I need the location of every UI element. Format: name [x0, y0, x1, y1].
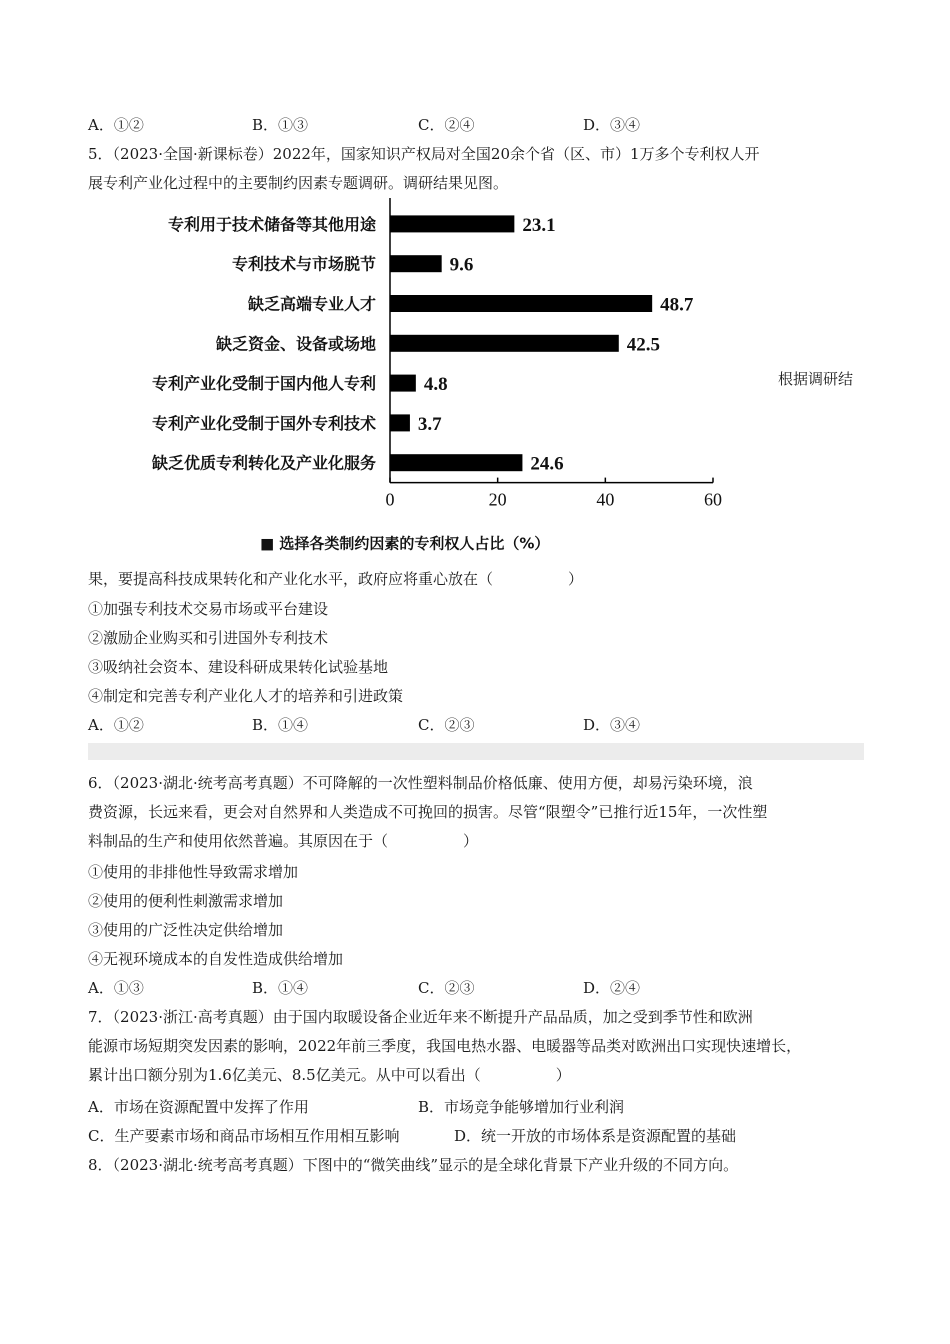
q5-item-4: ④制定和完善专利产业化人才的培养和引进政策 [88, 687, 404, 705]
q6-option-c: C．②③ [418, 979, 475, 997]
value-label: 24.6 [530, 453, 564, 475]
value-label: 23.1 [522, 214, 556, 236]
value-label: 48.7 [660, 294, 694, 316]
q5-option-d: D．③④ [583, 716, 641, 734]
q5-stem-line-3: 果，要提高科技成果转化和产业化水平，政府应将重心放在（ ） [88, 570, 584, 588]
q6-stem-line-1: 6．（2023·湖北·统考高考真题）不可降解的一次性塑料制品价格低廉、使用方便，却易污染环境，浪 [88, 774, 753, 792]
bar [390, 414, 410, 431]
q6-item-4: ④无视环境成本的自发性造成供给增加 [88, 950, 344, 968]
value-label: 9.6 [449, 254, 474, 276]
q5-option-c: C．②③ [418, 716, 475, 734]
x-tick-label: 40 [596, 489, 615, 510]
q6-item-1: ①使用的非排他性导致需求增加 [88, 863, 299, 881]
q7-option-d: D．统一开放的市场体系是资源配置的基础 [454, 1127, 737, 1145]
q7-option-c: C．生产要素市场和商品市场相互作用相互影响 [88, 1127, 400, 1145]
bar [390, 375, 416, 392]
section-divider [88, 743, 864, 760]
q4-option-c: C．②④ [418, 116, 475, 134]
q6-item-3: ③使用的广泛性决定供给增加 [88, 921, 284, 939]
x-tick-label: 20 [488, 489, 507, 510]
legend-label: ■ 选择各类制约因素的专利权人占比（%） [260, 534, 550, 553]
bar-chart [88, 196, 768, 558]
x-tick-label: 60 [704, 489, 722, 510]
q6-option-b: B．①④ [252, 979, 309, 997]
q5-side-text: 根据调研结 [778, 370, 854, 388]
q4-option-b: B．①③ [252, 116, 309, 134]
value-label: 3.7 [417, 413, 442, 435]
q6-stem-line-2: 费资源，长远来看，更会对自然界和人类造成不可挽回的损害。尽管“限塑令”已推行近15年，一次性塑 [88, 803, 768, 821]
q4-option-a: A．①② [88, 116, 144, 134]
q6-item-2: ②使用的便利性刺激需求增加 [88, 892, 284, 910]
category-label: 缺乏资金、设备或场地 [215, 334, 376, 354]
q5-stem-line-2: 展专利产业化过程中的主要制约因素专题调研。调研结果见图。 [88, 174, 509, 192]
bar [390, 335, 619, 352]
category-label: 专利产业化受制于国内他人专利 [151, 374, 376, 394]
value-label: 42.5 [626, 334, 661, 356]
bar [390, 215, 514, 232]
value-label: 4.8 [423, 374, 448, 396]
q5-item-2: ②激励企业购买和引进国外专利技术 [88, 629, 329, 647]
q7-option-b: B．市场竞争能够增加行业利润 [418, 1098, 625, 1116]
q6-stem-line-3: 料制品的生产和使用依然普遍。其原因在于（ ） [88, 832, 479, 850]
x-tick-label: 0 [385, 489, 395, 510]
q5-item-1: ①加强专利技术交易市场或平台建设 [88, 600, 329, 618]
q4-option-d: D．③④ [583, 116, 641, 134]
q7-stem-line-3: 累计出口额分别为1.6亿美元、8.5亿美元。从中可以看出（ ） [88, 1066, 571, 1084]
q6-option-d: D．②④ [583, 979, 641, 997]
q8-stem-line-1: 8．（2023·湖北·统考高考真题）下图中的“微笑曲线”显示的是全球化背景下产业升级的不同方向。 [88, 1156, 739, 1174]
category-label: 专利技术与市场脱节 [231, 254, 376, 274]
q5-item-3: ③吸纳社会资本、建设科研成果转化试验基地 [88, 658, 389, 676]
category-label: 缺乏优质专利转化及产业化服务 [151, 453, 376, 473]
q5-option-a: A．①② [88, 716, 144, 734]
q6-option-a: A．①③ [88, 979, 144, 997]
bar [390, 454, 522, 471]
category-label: 专利用于技术储备等其他用途 [167, 214, 376, 234]
q7-stem-line-1: 7．（2023·浙江·高考真题）由于国内取暖设备企业近年来不断提升产品品质，加之受到季节性和欧洲 [88, 1008, 753, 1026]
q7-stem-line-2: 能源市场短期突发因素的影响，2022年前三季度，我国电热水器、电暖器等品类对欧洲出口实现快速增长， [88, 1037, 802, 1055]
q5-option-b: B．①④ [252, 716, 309, 734]
category-label: 缺乏高端专业人才 [247, 294, 376, 314]
bar [390, 255, 442, 272]
category-label: 专利产业化受制于国外专利技术 [151, 413, 376, 433]
q7-option-a: A．市场在资源配置中发挥了作用 [88, 1098, 309, 1116]
q5-stem-line-1: 5．（2023·全国·新课标卷）2022年，国家知识产权局对全国20余个省（区、市）1万多个专利权人开 [88, 145, 760, 163]
bar [390, 295, 652, 312]
